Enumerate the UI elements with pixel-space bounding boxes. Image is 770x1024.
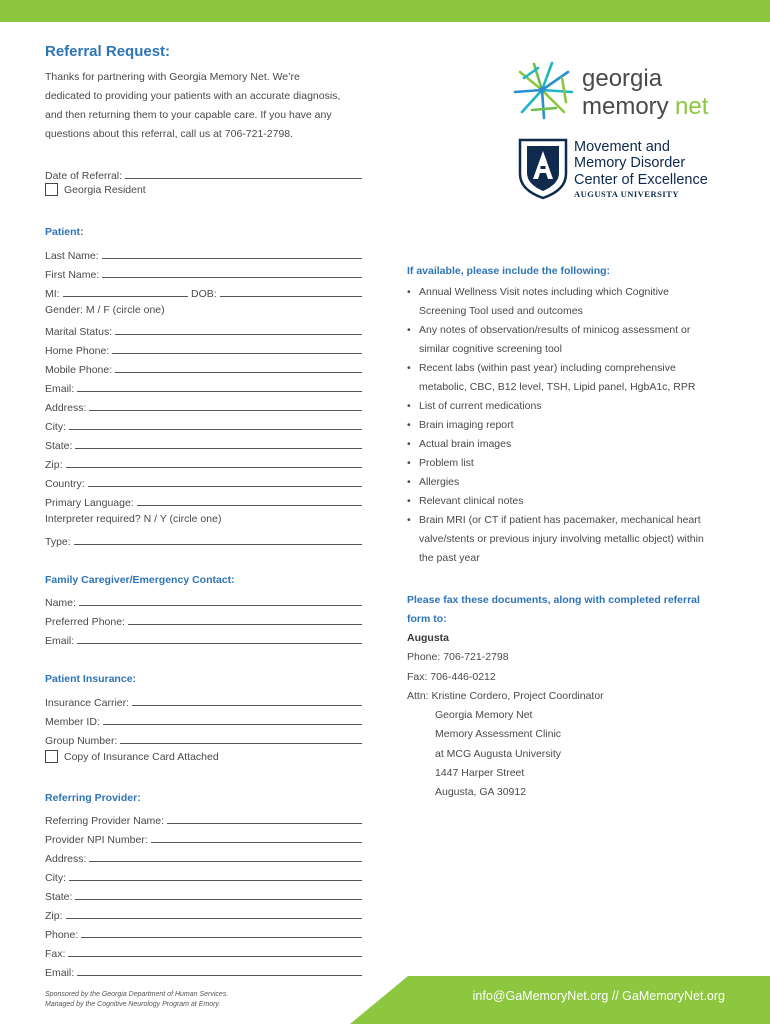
field-label: City:: [45, 872, 66, 884]
field-label: Home Phone:: [45, 345, 110, 357]
field-label: Group Number:: [45, 735, 118, 747]
blank-line[interactable]: [88, 475, 362, 487]
list-item: • Allergies: [407, 473, 727, 492]
logo-text-memory: memory: [582, 93, 669, 120]
blank-line[interactable]: [63, 285, 188, 297]
augusta-university-logo: [518, 136, 738, 202]
field-label: Email:: [45, 383, 75, 395]
mobile-phone-field[interactable]: [45, 357, 362, 376]
checkbox[interactable]: [45, 183, 58, 196]
address-line: Georgia Memory Net: [435, 709, 533, 722]
field-label: Preferred Phone:: [45, 616, 125, 628]
provider-fax-field[interactable]: [45, 941, 362, 960]
blank-line[interactable]: [66, 456, 362, 468]
provider-address-field[interactable]: [45, 846, 362, 865]
field-label: Address:: [45, 402, 87, 414]
contact-attn: Attn: Kristine Cordero, Project Coordinator: [407, 689, 604, 702]
provider-heading: Referring Provider:: [45, 792, 141, 804]
georgia-resident-checkbox-row[interactable]: [45, 183, 146, 196]
last-name-field[interactable]: [45, 243, 362, 262]
field-label: Date of Referral:: [45, 170, 123, 182]
logo-text-augusta: AUGUSTA UNIVERSITY: [574, 189, 679, 199]
logo-text-georgia: georgia: [582, 65, 663, 92]
footer-banner: [350, 976, 770, 1024]
list-item: • Relevant clinical notes: [407, 492, 727, 511]
blank-line[interactable]: [79, 594, 362, 606]
field-label: Name:: [45, 597, 76, 609]
provider-npi-field[interactable]: [45, 827, 362, 846]
blank-line[interactable]: [77, 380, 362, 392]
provider-state-field[interactable]: [45, 884, 362, 903]
field-label: Country:: [45, 478, 85, 490]
marital-status-field[interactable]: [45, 319, 362, 338]
patient-heading: Patient:: [45, 226, 84, 238]
list-item: • Recent labs (within past year) including comprehensive metabolic, CBC, B12 level, TSH, Lipid panel, HgbA1c, RPR: [407, 359, 727, 397]
field-label: Email:: [45, 635, 75, 647]
field-label: MI:: [45, 288, 60, 300]
interpreter-type-field[interactable]: [45, 529, 362, 548]
field-label: Last Name:: [45, 250, 99, 262]
address-line: Memory Assessment Clinic: [435, 728, 562, 741]
list-item: • Brain MRI (or CT if patient has pacemaker, mechanical heart valve/stents or previous injury involving metallic object) within the past year: [407, 511, 727, 568]
field-label: Member ID:: [45, 716, 100, 728]
blank-line[interactable]: [151, 831, 362, 843]
blank-line[interactable]: [81, 926, 362, 938]
provider-zip-field[interactable]: [45, 903, 362, 922]
field-label: Primary Language:: [45, 497, 134, 509]
field-label: Marital Status:: [45, 326, 113, 338]
list-item: • Annual Wellness Visit notes including which Cognitive Screening Tool used and outcomes: [407, 283, 727, 321]
field-label: Type:: [45, 536, 71, 548]
field-label: DOB:: [191, 288, 217, 300]
dob-field[interactable]: [191, 281, 362, 300]
insurance-carrier-field[interactable]: [45, 690, 362, 709]
patient-state-field[interactable]: [45, 433, 362, 452]
checkbox[interactable]: [45, 750, 58, 763]
provider-name-field[interactable]: [45, 808, 362, 827]
logo-text-net: net: [675, 93, 709, 120]
field-label: City:: [45, 421, 66, 433]
footer-contact-link[interactable]: info@GaMemoryNet.org // GaMemoryNet.org: [472, 989, 725, 1003]
caregiver-phone-field[interactable]: [45, 609, 362, 628]
blank-line[interactable]: [69, 418, 362, 430]
field-label: Zip:: [45, 459, 63, 471]
blank-line[interactable]: [69, 869, 362, 881]
fax-heading: [407, 591, 700, 629]
interpreter-text: Interpreter required? N / Y (circle one): [45, 513, 222, 525]
patient-zip-field[interactable]: [45, 452, 362, 471]
member-id-field[interactable]: [45, 709, 362, 728]
blank-line[interactable]: [120, 732, 362, 744]
address-line: at MCG Augusta University: [435, 747, 562, 760]
blank-line[interactable]: [103, 713, 362, 725]
fax-heading-line: form to:: [407, 613, 447, 625]
blank-line[interactable]: [68, 945, 362, 957]
field-label: Fax:: [45, 948, 66, 960]
blank-line[interactable]: [89, 850, 362, 862]
blank-line[interactable]: [75, 888, 362, 900]
list-item: • List of current medications: [407, 397, 727, 416]
logo-text-center: Center of Excellence: [574, 172, 708, 188]
list-item: • Any notes of observation/results of minicog assessment or similar cognitive screening tool: [407, 321, 727, 359]
patient-email-field[interactable]: [45, 376, 362, 395]
shield-icon: [518, 136, 738, 202]
intro-line: Thanks for partnering with Georgia Memory Net. We’re: [45, 71, 300, 83]
include-list: [407, 283, 727, 568]
georgia-memory-net-logo: [512, 58, 732, 124]
blank-line[interactable]: [115, 323, 362, 335]
logo-text-memory-disorder: Memory Disorder: [574, 155, 686, 171]
starburst-logo-icon: [512, 58, 732, 124]
address-line: 1447 Harper Street: [435, 767, 525, 780]
blank-line[interactable]: [66, 907, 362, 919]
provider-email-field[interactable]: [45, 960, 362, 979]
home-phone-field[interactable]: [45, 338, 362, 357]
caregiver-heading: Family Caregiver/Emergency Contact:: [45, 574, 235, 586]
primary-language-field[interactable]: [45, 490, 362, 509]
patient-country-field[interactable]: [45, 471, 362, 490]
provider-city-field[interactable]: [45, 865, 362, 884]
blank-line[interactable]: [167, 812, 362, 824]
mi-field[interactable]: [45, 281, 188, 300]
field-label: Zip:: [45, 910, 63, 922]
checkbox-label: Copy of Insurance Card Attached: [64, 750, 219, 763]
date-of-referral-field[interactable]: [45, 163, 362, 182]
fax-heading-line: Please fax these documents, along with completed referral: [407, 594, 700, 606]
intro-line: questions about this referral, call us at 706-721-2798.: [45, 128, 294, 140]
field-label: Insurance Carrier:: [45, 697, 130, 709]
blank-line[interactable]: [112, 342, 362, 354]
blank-line[interactable]: [89, 399, 362, 411]
insurance-heading: Patient Insurance:: [45, 673, 137, 685]
blank-line[interactable]: [115, 361, 362, 373]
field-label: Address:: [45, 853, 87, 865]
gender-text: Gender: M / F (circle one): [45, 304, 165, 316]
field-label: State:: [45, 440, 73, 452]
caregiver-email-field[interactable]: [45, 628, 362, 647]
blank-line[interactable]: [128, 613, 362, 625]
contact-phone: Phone: 706-721-2798: [407, 651, 509, 664]
logo-text-movement: Movement and: [574, 139, 670, 155]
intro-line: and then returning them to your capable care. If you have any: [45, 109, 332, 121]
blank-line[interactable]: [102, 247, 362, 259]
blank-line[interactable]: [125, 167, 362, 179]
group-number-field[interactable]: [45, 728, 362, 747]
blank-line[interactable]: [132, 694, 362, 706]
include-heading: If available, please include the following:: [407, 265, 611, 277]
blank-line[interactable]: [102, 266, 362, 278]
blank-line[interactable]: [75, 437, 362, 449]
top-accent-bar: [0, 0, 770, 22]
field-label: Provider NPI Number:: [45, 834, 148, 846]
blank-line[interactable]: [137, 494, 362, 506]
list-item: • Problem list: [407, 454, 727, 473]
checkbox-label: Georgia Resident: [64, 183, 146, 196]
provider-phone-field[interactable]: [45, 922, 362, 941]
first-name-field[interactable]: [45, 262, 362, 281]
patient-city-field[interactable]: [45, 414, 362, 433]
field-label: Phone:: [45, 929, 79, 941]
sponsor-note: [45, 990, 228, 1010]
patient-address-field[interactable]: [45, 395, 362, 414]
page-title: Referral Request:: [45, 43, 171, 60]
field-label: First Name:: [45, 269, 100, 281]
caregiver-name-field[interactable]: [45, 590, 362, 609]
intro-text: [45, 68, 375, 144]
list-item: • Brain imaging report: [407, 416, 727, 435]
field-label: Email:: [45, 967, 75, 979]
blank-line[interactable]: [220, 285, 362, 297]
blank-line[interactable]: [77, 964, 362, 976]
sponsor-line: Managed by the Cognitive Neurology Program at Emory.: [45, 1001, 221, 1008]
intro-line: dedicated to providing your patients with an accurate diagnosis,: [45, 90, 341, 102]
blank-line[interactable]: [77, 632, 362, 644]
location-name: Augusta: [407, 632, 449, 644]
field-label: State:: [45, 891, 73, 903]
list-item: • Actual brain images: [407, 435, 727, 454]
blank-line[interactable]: [74, 533, 362, 545]
field-label: Referring Provider Name:: [45, 815, 165, 827]
contact-fax: Fax: 706-446-0212: [407, 670, 496, 683]
insurance-card-checkbox-row[interactable]: [45, 750, 219, 763]
fax-contact-block: [407, 629, 604, 803]
sponsor-line: Sponsored by the Georgia Department of Human Services.: [45, 991, 229, 998]
address-line: Augusta, GA 30912: [435, 786, 527, 799]
field-label: Mobile Phone:: [45, 364, 113, 376]
